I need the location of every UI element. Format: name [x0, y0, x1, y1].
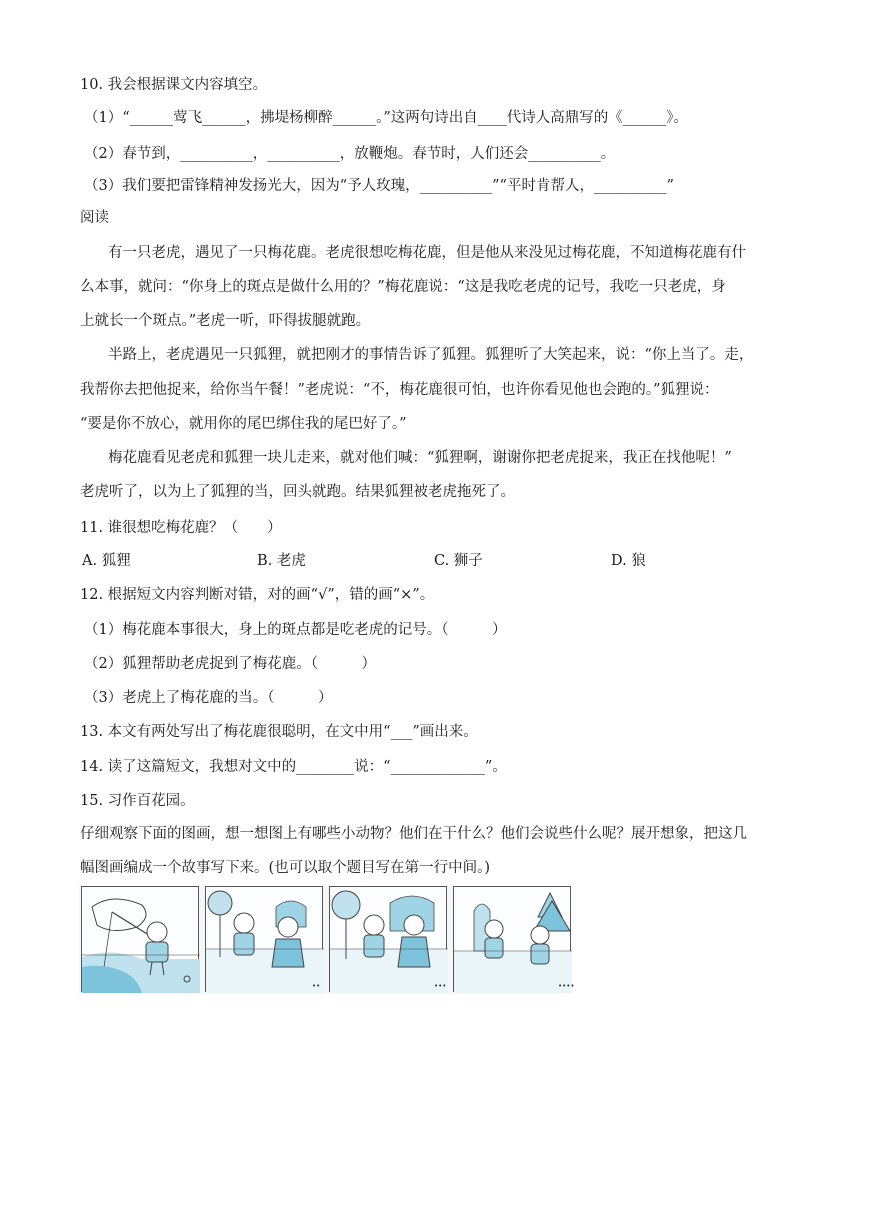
q15-instruction-line-1: 仔细观察下面的图画，想一想图上有哪些小动物？他们在干什么？他们会说些什么呢？展开想象，把这几	[80, 826, 747, 842]
passage-line-2: 么本事，就问：“你身上的斑点是做什么用的？”梅花鹿说：“这是我吃老虎的记号，我吃一只老虎，身	[80, 279, 726, 295]
q10-title: 10. 我会根据课文内容填空。	[80, 77, 268, 93]
q10-item-3: （3）我们要把雷锋精神发扬光大，因为“予人玫瑰，__________”“平时肯帮人，__________”	[84, 178, 674, 194]
q11-option-c: C. 狮子	[434, 553, 483, 569]
comic-strip	[79, 886, 575, 994]
q12-item-1: （1）梅花鹿本事很大，身上的斑点都是吃老虎的记号。（ ）	[84, 622, 507, 638]
q15-instruction-line-2: 幅图画编成一个故事写下来。(也可以取个题目写在第一行中间。)	[80, 860, 491, 876]
passage-line-4: 半路上，老虎遇见一只狐狸，就把刚才的事情告诉了狐狸。狐狸听了大笑起来，说：“你上当了。走，	[108, 347, 754, 363]
q11-option-a: A. 狐狸	[82, 553, 131, 569]
q12-item-3: （3）老虎上了梅花鹿的当。（ ）	[84, 690, 333, 706]
q11-title: 11. 谁很想吃梅花鹿？（ ）	[80, 520, 282, 536]
comic-panel-1	[81, 886, 199, 992]
q10-item-2: （2）春节到，__________，__________，放鞭炮。春节时，人们还会__________。	[84, 146, 616, 162]
passage-line-7: 梅花鹿看见老虎和狐狸一块儿走来，就对他们喊：“狐狸啊，谢谢你把老虎捉来，我正在找他呢！”	[108, 450, 732, 466]
passage-line-5: 我帮你去把他捉来，给你当午餐！”老虎说：“不，梅花鹿很可怕，也许你看见他也会跑的。”狐狸说：	[80, 382, 719, 398]
q11-option-d: D. 狼	[611, 553, 646, 569]
passage-line-1: 有一只老虎，遇见了一只梅花鹿。老虎很想吃梅花鹿，但是他从来没见过梅花鹿，不知道梅花鹿有什	[108, 245, 746, 261]
svg-text:••: ••	[312, 982, 321, 990]
comic-panel-2	[205, 886, 323, 992]
q12-item-2: （2）狐狸帮助老虎捉到了梅花鹿。（ ）	[84, 656, 376, 672]
q10-item-1: （1）“______莺飞______，拂堤杨柳醉______。”这两句诗出自____代诗人高鼎写的《______》。	[84, 110, 689, 126]
passage-line-8: 老虎听了，以为上了狐狸的当，回头就跑。结果狐狸被老虎拖死了。	[80, 484, 515, 500]
comic-panel-3	[329, 886, 447, 992]
q15-title: 15. 习作百花园。	[80, 793, 195, 809]
q11-option-b: B. 老虎	[257, 553, 306, 569]
passage-line-3: 上就长一个斑点。”老虎一听，吓得拔腿就跑。	[80, 313, 371, 329]
q12-title: 12. 根据短文内容判断对错，对的画“√”，错的画“×”。	[80, 587, 435, 603]
comic-panel-4	[453, 886, 575, 992]
q14-title: 14. 读了这篇短文，我想对文中的________说：“_____________”。	[80, 759, 507, 775]
reading-label: 阅读	[80, 210, 109, 226]
svg-text:••••: ••••	[558, 982, 575, 990]
passage-line-6: “要是你不放心，就用你的尾巴绑住我的尾巴好了。”	[80, 416, 407, 432]
svg-text:•••: •••	[434, 982, 447, 990]
q13-title: 13. 本文有两处写出了梅花鹿很聪明，在文中用“___”画出来。	[80, 724, 478, 740]
